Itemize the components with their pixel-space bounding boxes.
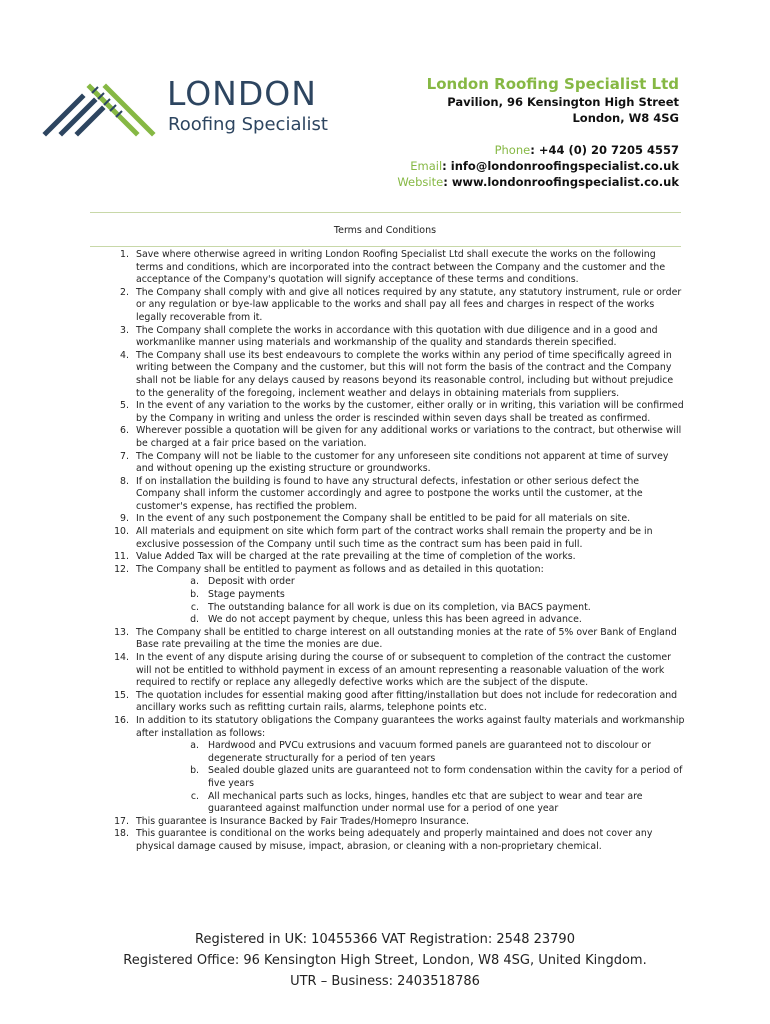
term-number: 12. (114, 563, 129, 575)
term-number: 1. (120, 249, 129, 260)
term-text: The Company shall complete the works in accordance with this quotation with due diligence and in a good and workmanlike manner using materials and workmanship of the quality and standards therein specified. (136, 324, 658, 349)
sub-item-letter: d. (190, 614, 199, 626)
roof-logo-icon (40, 81, 162, 139)
sub-item-letter: b. (190, 765, 199, 777)
term-item (109, 526, 685, 551)
term-item (109, 287, 685, 325)
logo-subtitle: Roofing Specialist (168, 114, 328, 135)
sub-item (181, 791, 685, 816)
term-item (109, 690, 685, 715)
sub-item-text: We do not accept payment by cheque, unless this has been agreed in advance. (208, 614, 582, 626)
company-details (349, 74, 679, 190)
phone-label: Phone (494, 143, 531, 157)
term-item (109, 325, 685, 350)
term-number: 13. (114, 626, 129, 638)
term-item (109, 400, 685, 425)
header-divider (90, 212, 681, 213)
term-text: Save where otherwise agreed in writing London Roofing Specialist Ltd shall execute the works on the following terms and conditions, which are incorporated into the contract between the Company and the customer and the acceptance of the Company's quotation will signify acceptance of these terms and conditions. (136, 249, 666, 286)
term-number: 2. (120, 286, 129, 298)
footer-registered-office: Registered Office: 96 Kensington High Street, London, W8 4SG, United Kingdom. (123, 953, 647, 968)
phone-line: Phone: +44 (0) 20 7205 4557 (494, 143, 679, 157)
term-text: In the event of any variation to the works by the customer, either orally or in writing, this variation will be confirmed by the Company in writing and unless the order is rescinded within seven days shall be treated as confirmed. (136, 400, 684, 424)
term-number: 15. (114, 689, 129, 701)
address-line-2: London, W8 4SG (572, 111, 679, 125)
term-text: The Company shall comply with and give all notices required by any statute, any statutory instrument, rule or order or any regulation or bye-law applicable to the works and shall pay all fees and charges in respect of the works legally recoverable from it. (136, 286, 682, 323)
term-text: Value Added Tax will be charged at the rate prevailing at the time of completion of the works. (136, 551, 576, 563)
term-text: The Company will not be liable to the customer for any unforeseen site conditions not apparent at time of survey and without opening up the existing structure or groundworks. (136, 450, 669, 475)
term-number: 3. (120, 324, 129, 336)
sub-list (136, 576, 685, 626)
term-number: 4. (120, 349, 129, 361)
sub-item (181, 602, 685, 615)
term-item (109, 627, 685, 652)
sub-item-letter: a. (190, 576, 199, 588)
company-logo (40, 76, 330, 138)
sub-list (136, 740, 685, 816)
terms-list (109, 249, 685, 854)
sub-item (181, 614, 685, 627)
footer-utr: UTR – Business: 2403518786 (290, 974, 480, 989)
title-divider (90, 246, 681, 247)
email-link[interactable]: info@londonroofingspecialist.co.uk (450, 159, 679, 173)
logo-name: LONDON (167, 74, 317, 113)
company-name: London Roofing Specialist Ltd (426, 75, 679, 93)
term-item (109, 816, 685, 829)
term-number: 11. (114, 551, 129, 563)
term-text: This guarantee is conditional on the works being adequately and properly maintained and does not cover any physical damage caused by misuse, impact, abrasion, or cleaning with a non-proprietary chemical. (136, 828, 653, 852)
sub-item-letter: c. (190, 790, 199, 802)
sub-item (181, 576, 685, 589)
sub-item-text: Stage payments (208, 589, 285, 601)
term-text: All materials and equipment on site which form part of the contract works shall remain the property and be in exclusive possession of the Company until such time as the contract sum has been paid in full. (136, 526, 653, 550)
term-text: In the event of any such postponement the Company shall be entitled to be paid for all materials on site. (136, 513, 631, 525)
term-number: 9. (120, 513, 129, 525)
term-number: 14. (114, 652, 129, 663)
sub-item-letter: c. (190, 601, 199, 613)
term-item (109, 476, 685, 514)
term-number: 10. (114, 526, 129, 538)
term-text: The quotation includes for essential making good after fitting/installation but does not include for redecoration and ancillary works such as refitting curtain rails, alarms, telephone points etc. (136, 689, 678, 714)
phone-value: +44 (0) 20 7205 4557 (538, 143, 679, 157)
footer (0, 929, 770, 992)
email-label: Email (410, 159, 443, 173)
sub-item (181, 765, 685, 790)
term-item (109, 652, 685, 690)
term-item (109, 451, 685, 476)
term-number: 5. (120, 400, 129, 412)
sub-item-text: All mechanical parts such as locks, hinges, handles etc that are subject to wear and tear are guaranteed against malfunction under normal use for a period of one year (208, 790, 643, 815)
term-number: 7. (120, 450, 129, 462)
sub-item-text: Deposit with order (208, 576, 295, 588)
address-line-1: Pavilion, 96 Kensington High Street (447, 95, 679, 109)
term-text: In the event of any dispute arising during the course of or subsequent to completion of the contract the customer will not be entitled to withhold payment in excess of an amount representing a reasonable valuation of the work required to rectify or replace any allegedly defective works which are the subject of the dispute. (136, 652, 671, 689)
footer-registration: Registered in UK: 10455366 VAT Registration: 2548 23790 (195, 932, 575, 947)
sub-item-letter: b. (190, 589, 199, 601)
term-item (109, 564, 685, 627)
term-number: 6. (120, 425, 129, 437)
term-item (109, 551, 685, 564)
term-item (109, 715, 685, 816)
term-number: 16. (114, 714, 129, 726)
website-link[interactable]: www.londonroofingspecialist.co.uk (451, 175, 679, 189)
term-number: 18. (114, 828, 129, 840)
sub-item-text: Sealed double glazed units are guaranteed not to form condensation within the cavity for a period of five years (208, 765, 683, 789)
term-text: The Company shall be entitled to payment as follows and as detailed in this quotation: (136, 563, 544, 575)
term-item (109, 425, 685, 450)
website-line: Website: www.londonroofingspecialist.co.uk (397, 175, 679, 189)
term-text: If on installation the building is found to have any structural defects, infestation or other serious defect the Company shall inform the customer accordingly and agree to postpone the works until the customer, at the customer's expense, has rectified the problem. (136, 475, 643, 512)
term-text: This guarantee is Insurance Backed by Fair Trades/Homepro Insurance. (136, 815, 469, 827)
sub-item (181, 589, 685, 602)
document-title: Terms and Conditions (333, 225, 437, 236)
term-number: 8. (120, 475, 129, 487)
term-text: The Company shall use its best endeavours to complete the works within any period of time specifically agreed in writing between the Company and the customer, but this will not form the basis of the contract and the Company shall not be liable for any delays caused by reasons beyond its reasonable control, including but without prejudice to the generality of the foregoing, inclement weather and delays in obtaining materials from suppliers. (136, 349, 674, 399)
sub-item-text: Hardwood and PVCu extrusions and vacuum formed panels are guaranteed not to discolour or degenerate structurally for a period of ten years (208, 740, 652, 764)
sub-item-letter: a. (190, 740, 199, 752)
term-item (109, 513, 685, 526)
term-item (109, 249, 685, 287)
term-text: The Company shall be entitled to charge interest on all outstanding monies at the rate of 5% over Bank of England Base rate prevailing at the time the monies are due. (136, 626, 677, 651)
term-number: 17. (114, 815, 129, 827)
term-item (109, 828, 685, 853)
term-text: In addition to its statutory obligations the Company guarantees the works against faulty materials and workmanship after installation as follows: (136, 714, 685, 739)
sub-item-text: The outstanding balance for all work is due on its completion, via BACS payment. (208, 601, 591, 613)
website-label: Website (397, 175, 444, 189)
term-item (109, 350, 685, 400)
term-text: Wherever possible a quotation will be given for any additional works or variations to the contract, but otherwise will be charged at a fair price based on the variation. (136, 425, 682, 449)
sub-item (181, 740, 685, 765)
email-line: Email: info@londonroofingspecialist.co.uk (410, 159, 679, 173)
